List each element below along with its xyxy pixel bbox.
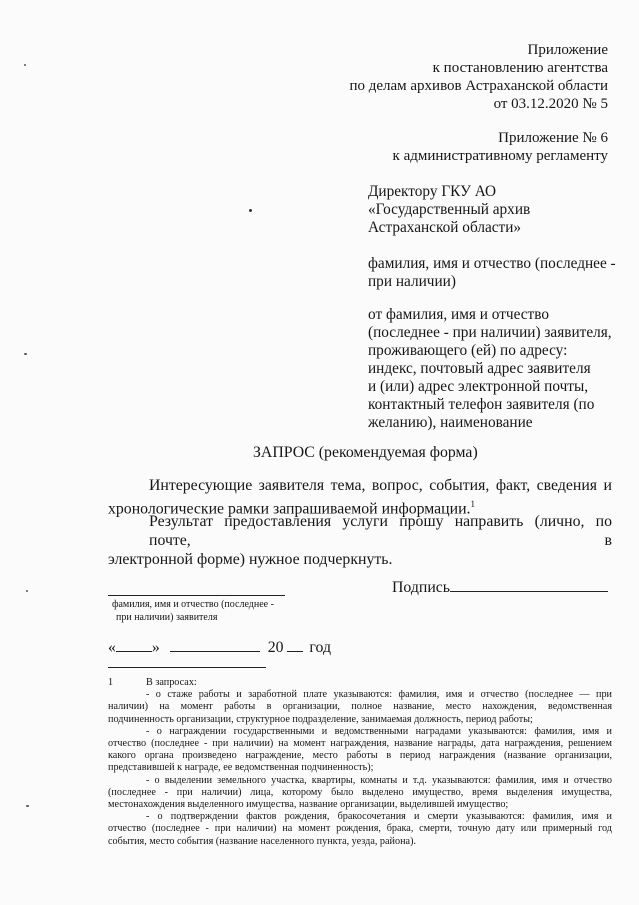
appendix-line: Приложение № 6 <box>498 130 608 146</box>
footnote-paragraph <box>108 726 612 775</box>
paragraph-line: хронологические рамки запрашиваемой информации.$^1$ <box>108 499 475 518</box>
footnote-line: - о подтверждении фактов рождения, бракосочетания и смерти указываются: фамилия, имя и <box>146 811 612 823</box>
footnote-line: - о стаже работы и заработной плате указываются: фамилия, имя и отчество (последнее — при <box>146 689 612 701</box>
caption-line: при наличии) заявителя <box>116 612 218 623</box>
applicant-name-line <box>108 595 285 596</box>
date-day-blank[interactable] <box>116 637 152 652</box>
footnote-intro: В запросах: <box>146 677 197 688</box>
footnote-line: наличии) на момент работы в организации, полное название, место нахождения, ведомственная <box>108 701 612 713</box>
footnote-line: отчество (последнее - при наличии) на момент рождения, брака, смерти, точную дату или примерный год <box>108 823 612 835</box>
date-close-quote: » <box>151 639 160 656</box>
footnote-paragraph <box>108 811 612 848</box>
header-line: по делам архивов Астраханской области <box>349 78 608 94</box>
from-line: и (или) адрес электронной почты, <box>368 378 589 395</box>
footnote-ref: 1 <box>470 499 475 509</box>
caption-line: фамилия, имя и отчество (последнее - <box>112 599 274 610</box>
footnote-line: подчиненность организации, структурное подразделение, занимаемая должность, период работы; <box>108 713 533 725</box>
header-line: Приложение <box>527 42 608 58</box>
footnote-head <box>108 677 612 689</box>
footnote-line: события, место события (название населенного пункта, уезда, района). <box>108 835 417 847</box>
scan-speck <box>26 805 29 807</box>
footnote <box>108 677 612 848</box>
footnote-line: - о награждении государственными и ведомственными наградами указываются: фамилия, имя и <box>146 725 612 737</box>
from-line: желанию), наименование <box>368 414 533 431</box>
footnote-number: 1 <box>108 677 114 688</box>
date-field <box>108 637 331 657</box>
from-line: проживающего (ей) по адресу: <box>368 342 568 359</box>
header-line: к постановлению агентства <box>432 60 608 76</box>
director-line: Директору ГКУ АО <box>368 183 497 200</box>
paragraph-line: Интересующие заявителя тема, вопрос, события, факт, сведения и <box>149 477 612 494</box>
from-line: индекс, почтовый адрес заявителя <box>368 360 591 377</box>
director-line: «Государственный архив <box>368 201 531 218</box>
footnote-line: какого органа произведено награждение, место работы в период награждения (название организации, <box>108 750 612 762</box>
footnote-line: - о выделении земельного участка, квартиры, комнаты и т.д. указываются: фамилия, имя и отчество <box>146 774 612 786</box>
addressee-name <box>368 255 616 291</box>
from-line: контактный телефон заявителя (по <box>368 396 595 413</box>
footnote-separator <box>108 667 266 668</box>
appendix-header <box>393 129 608 165</box>
footnote-line: представившей к награде, ее ведомственная подчиненность); <box>108 762 374 774</box>
date-year-blank[interactable] <box>287 637 303 652</box>
date-open-quote: « <box>108 639 116 656</box>
footnote-line: отчество (последнее - при наличии) на момент награждения, название награды, дата награждения, решением <box>108 738 612 750</box>
footnote-paragraph <box>108 775 612 812</box>
date-month-blank[interactable] <box>170 637 260 652</box>
signature-field <box>392 577 608 597</box>
footnote-line: (последнее - при наличии) лица, которому было выделено имущество, время выделения имущества, <box>108 786 612 798</box>
scan-speck <box>24 64 26 66</box>
footnote-line: местонахождения выделенного имущества, название организации, выделившей имущество; <box>108 799 509 811</box>
addressee-director <box>368 183 530 237</box>
paragraph-result <box>108 512 612 569</box>
applicant-name-caption <box>112 598 274 624</box>
from-line: от фамилия, имя и отчество <box>368 306 550 323</box>
scan-speck <box>24 353 27 355</box>
scan-speck <box>26 590 28 592</box>
name-line: фамилия, имя и отчество (последнее - <box>368 255 616 272</box>
from-line: (последнее - при наличии) заявителя, <box>368 324 612 341</box>
director-line: Астраханской области» <box>368 219 522 236</box>
header-line: от 03.12.2020 № 5 <box>493 96 608 112</box>
resolution-header <box>349 41 608 113</box>
signature-blank[interactable] <box>450 577 608 592</box>
paragraph-line: электронной форме) нужное подчеркнуть. <box>108 551 393 568</box>
date-year-prefix: 20 <box>267 639 284 656</box>
document-title: ЗАПРОС (рекомендуемая форма) <box>253 444 478 461</box>
scan-speck <box>249 209 252 212</box>
paragraph-line: Результат предоставления услуги прошу направить (лично, по почте, в <box>149 513 612 549</box>
name-line: при наличии) <box>368 273 456 290</box>
footnote-paragraph <box>108 689 612 726</box>
addressee-from <box>368 306 612 432</box>
signature-label: Подпись <box>392 579 451 596</box>
appendix-line: к административному регламенту <box>392 148 608 164</box>
date-year-suffix: год <box>309 639 331 656</box>
